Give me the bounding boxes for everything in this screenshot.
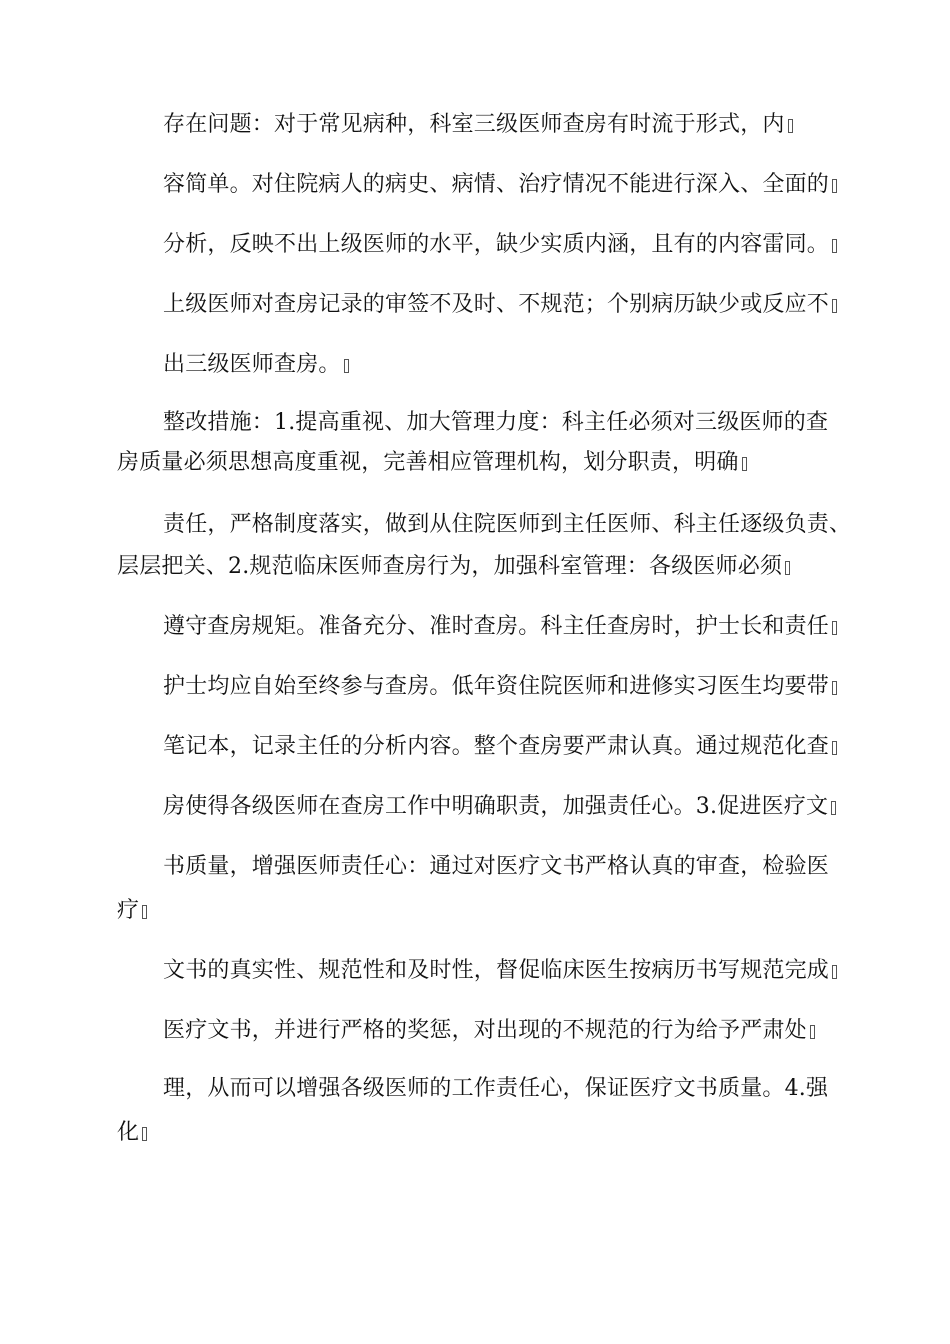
text-line: 层层把关、2.规范临床医师查房行为，加强科室管理：各级医师必须 (117, 552, 790, 582)
text-line: 出三级医师查房。 (163, 350, 349, 380)
line-break-marker (832, 239, 837, 253)
line-break-marker (831, 801, 836, 815)
text-line: 房使得各级医师在查房工作中明确职责，加强责任心。3.促进医疗文 (163, 792, 836, 822)
line-break-marker (788, 119, 793, 133)
text-line: 理，从而可以增强各级医师的工作责任心，保证医疗文书质量。4.强 (163, 1076, 829, 1101)
text-line: 分析，反映不出上级医师的水平，缺少实质内涵，且有的内容雷同。 (163, 230, 837, 260)
line-break-marker (832, 741, 837, 755)
text-line: 整改措施：1.提高重视、加大管理力度：科主任必须对三级医师的查 (163, 410, 829, 435)
text-line: 存在问题：对于常见病种，科室三级医师查房有时流于形式，内 (163, 110, 793, 140)
line-break-marker (832, 179, 837, 193)
line-break-marker (742, 457, 747, 471)
line-break-marker (344, 359, 349, 373)
line-break-marker (832, 299, 837, 313)
text-line: 房质量必须思想高度重视，完善相应管理机构，划分职责，明确 (117, 448, 747, 478)
text-line: 文书的真实性、规范性和及时性，督促临床医生按病历书写规范完成 (163, 956, 837, 986)
text-line: 笔记本，记录主任的分析内容。整个查房要严肃认真。通过规范化查 (163, 732, 837, 762)
text-line: 医疗文书，并进行严格的奖惩，对出现的不规范的行为给予严肃处 (163, 1016, 815, 1046)
line-break-marker (142, 1127, 147, 1141)
text-line: 责任，严格制度落实，做到从住院医师到主任医师、科主任逐级负责、 (163, 512, 852, 537)
line-break-marker (832, 621, 837, 635)
text-line: 遵守查房规矩。准备充分、准时查房。科主任查房时，护士长和责任 (163, 612, 837, 642)
text-line: 化 (117, 1118, 147, 1148)
text-line: 容简单。对住院病人的病史、病情、治疗情况不能进行深入、全面的 (163, 170, 837, 200)
text-line: 护士均应自始至终参与查房。低年资住院医师和进修实习医生均要带 (163, 672, 837, 702)
text-line: 疗 (117, 896, 147, 926)
line-break-marker (785, 561, 790, 575)
line-break-marker (832, 965, 837, 979)
line-break-marker (810, 1025, 815, 1039)
line-break-marker (832, 681, 837, 695)
text-line: 上级医师对查房记录的审签不及时、不规范；个别病历缺少或反应不 (163, 290, 837, 320)
text-line: 书质量，增强医师责任心：通过对医疗文书严格认真的审查，检验医 (163, 854, 830, 879)
line-break-marker (142, 905, 147, 919)
